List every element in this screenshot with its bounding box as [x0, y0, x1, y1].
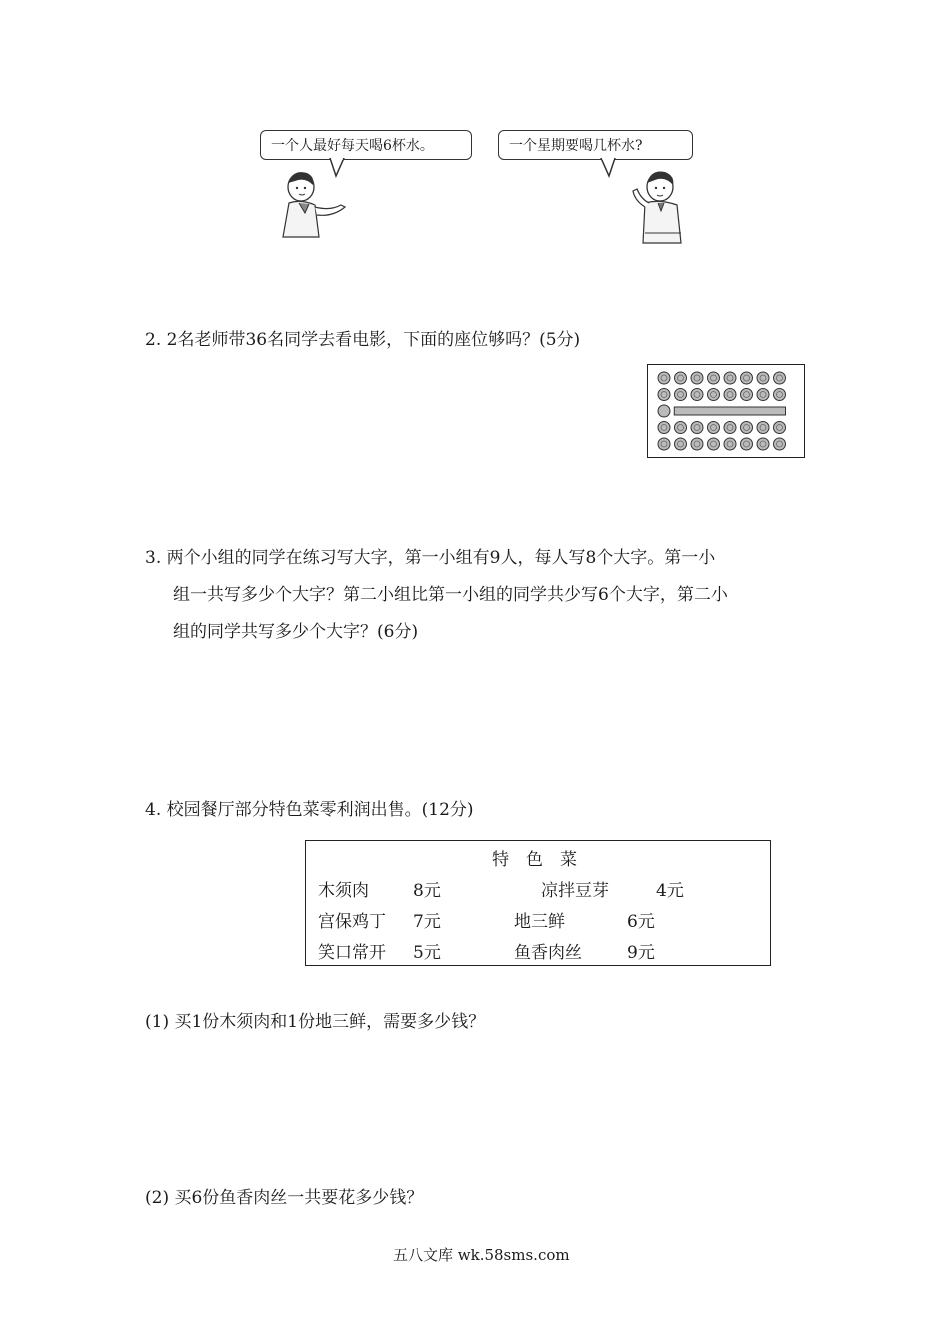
seat — [708, 438, 720, 450]
speech-bubble-left — [260, 130, 472, 160]
menu-item-name: 凉拌豆芽 — [541, 881, 609, 901]
boy-left-illustration — [275, 167, 350, 239]
seat — [658, 438, 670, 450]
question-3-line-3: 组的同学共写多少个大字？(6分) — [173, 622, 419, 642]
seat — [757, 389, 769, 401]
menu-item-price: 5元 — [413, 943, 441, 963]
seat — [691, 372, 703, 384]
special-dishes-menu — [305, 840, 771, 966]
seat — [724, 422, 736, 434]
menu-item-price: 6元 — [627, 912, 655, 932]
seat — [675, 372, 687, 384]
seat — [675, 389, 687, 401]
question-4-sub-2: (2) 买6份鱼香肉丝一共要花多少钱？ — [145, 1188, 424, 1208]
seat — [757, 372, 769, 384]
seat — [675, 422, 687, 434]
menu-item-price: 4元 — [656, 881, 684, 901]
speech-bubble-left-text: 一个人最好每天喝6杯水。 — [271, 138, 434, 154]
seat — [741, 422, 753, 434]
speech-bubble-right — [498, 130, 693, 160]
seat-grid — [648, 365, 804, 457]
seat — [708, 422, 720, 434]
seat — [658, 405, 670, 417]
boy-right-illustration — [625, 167, 695, 245]
menu-item-name: 鱼香肉丝 — [514, 943, 582, 963]
question-3-line-2: 组一共写多少个大字？第二小组比第一小组的同学共少写6个大字，第二小 — [173, 585, 728, 605]
seat — [708, 372, 720, 384]
menu-item-name: 地三鲜 — [514, 912, 565, 932]
question-4: 4. 校园餐厅部分特色菜零利润出售。(12分) — [145, 800, 474, 820]
question-4-sub-1: (1) 买1份木须肉和1份地三鲜，需要多少钱？ — [145, 1012, 486, 1032]
seat-diagram — [647, 364, 805, 458]
seat — [774, 372, 786, 384]
seat — [774, 422, 786, 434]
menu-item-price: 9元 — [627, 943, 655, 963]
seat — [691, 389, 703, 401]
seat — [774, 438, 786, 450]
menu-item-name: 笑口常开 — [318, 943, 386, 963]
footer-watermark: 五八文库 wk.58sms.com — [393, 1246, 570, 1264]
menu-item-price: 8元 — [413, 881, 441, 901]
question-2: 2. 2名老师带36名同学去看电影，下面的座位够吗？(5分) — [145, 330, 581, 350]
seat — [658, 422, 670, 434]
menu-item-name: 木须肉 — [318, 881, 369, 901]
seat — [757, 438, 769, 450]
seat — [658, 389, 670, 401]
menu-title: 特 色 菜 — [492, 850, 577, 870]
seat — [708, 389, 720, 401]
seat — [724, 389, 736, 401]
seat — [757, 422, 769, 434]
seat — [675, 438, 687, 450]
seat — [724, 438, 736, 450]
menu-item-price: 7元 — [413, 912, 441, 932]
seat — [658, 372, 670, 384]
seat — [741, 372, 753, 384]
seat — [724, 372, 736, 384]
seat — [741, 438, 753, 450]
dialogue-illustration — [250, 125, 700, 245]
seat — [691, 438, 703, 450]
menu-item-name: 宫保鸡丁 — [318, 912, 386, 932]
seat — [774, 389, 786, 401]
bench — [674, 407, 785, 415]
seat — [741, 389, 753, 401]
speech-bubble-right-text: 一个星期要喝几杯水? — [509, 138, 643, 154]
seat — [691, 422, 703, 434]
question-3-line-1: 3. 两个小组的同学在练习写大字，第一小组有9人，每人写8个大字。第一小 — [145, 548, 716, 568]
